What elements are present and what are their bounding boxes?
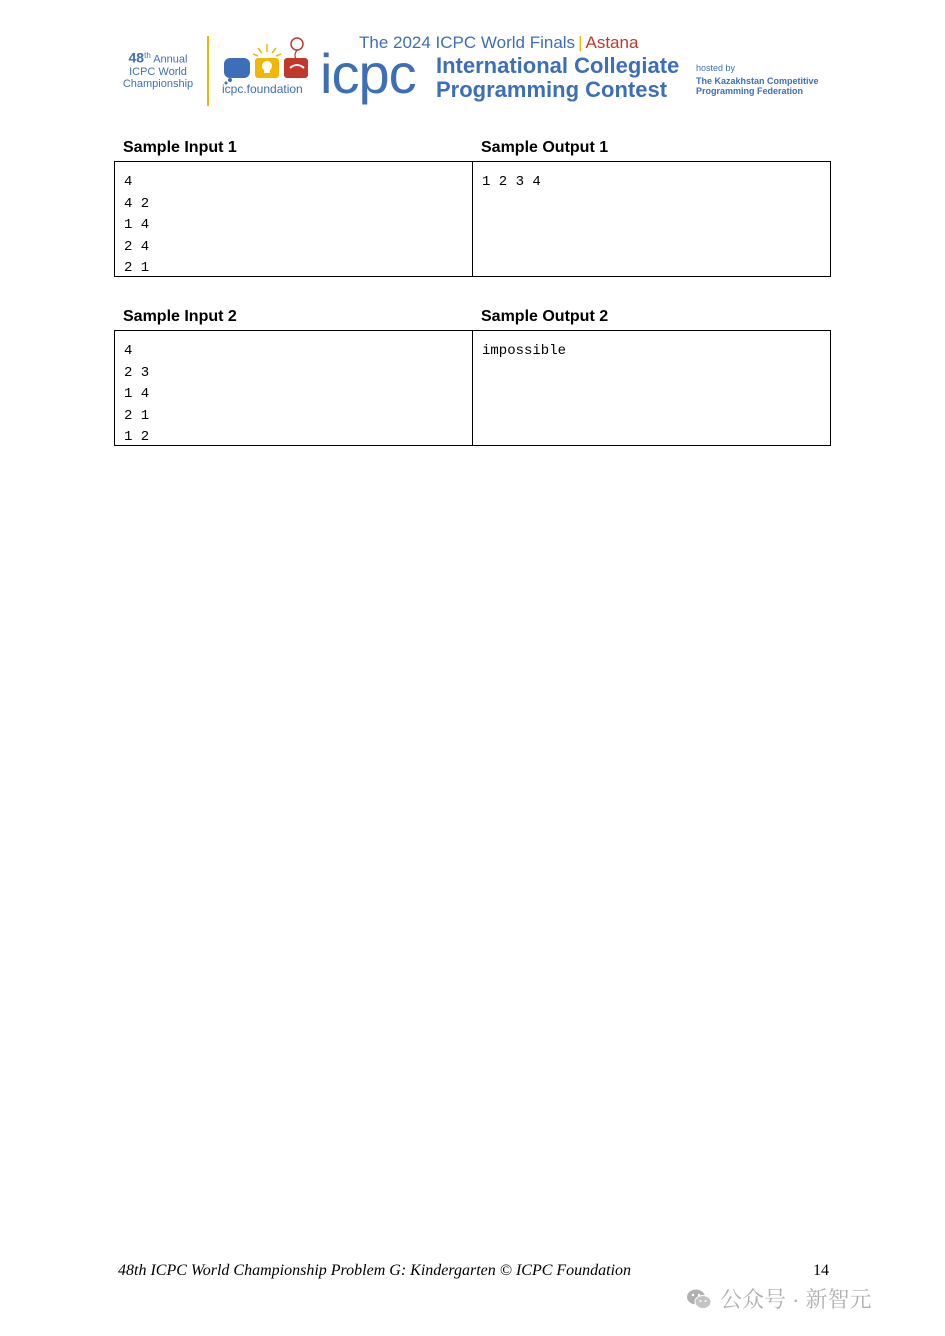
icpc-logo-wordmark: icpc [320,42,416,105]
sample-2-headings [114,308,831,330]
sample-output-box [472,162,829,276]
host-org-line1: The Kazakhstan Competitive [696,76,819,86]
sample-1 [114,139,831,277]
page-number: 14 [813,1262,829,1279]
annual-championship-label [118,50,198,90]
annual-number: 48 [128,49,145,66]
annual-line3: Championship [122,77,194,90]
icpc-full-name [436,54,679,102]
host-info [696,63,819,96]
sample-input-text: 4 4 2 1 4 2 4 2 1 [124,174,150,276]
sample-2-table [114,330,831,446]
world-finals-city: Astana [585,33,639,52]
icpc-full-name-line2: Programming Contest [436,77,668,102]
sample-output-box [472,331,829,445]
sample-1-table [114,161,831,277]
sample-1-headings [114,139,831,161]
page-header [0,0,945,120]
header-divider [207,36,209,106]
annual-suffix: th [144,51,151,60]
sample-input-heading: Sample Input 1 [123,139,237,156]
icpc-foundation-text: icpc.foundation [222,82,303,96]
sample-output-heading: Sample Output 1 [481,139,609,156]
world-finals-name: The 2024 ICPC World Finals [359,33,576,52]
annual-line2: ICPC World [129,65,187,78]
sample-output-text: impossible [482,343,567,359]
watermark-text: 公众号 · 新智元 [720,1287,872,1312]
title-separator: | [578,33,583,52]
annual-word: Annual [153,53,188,66]
icpc-foundation-logo-icon [222,36,314,86]
sample-input-heading: Sample Input 2 [123,308,237,325]
hosted-by-label: hosted by [696,63,736,73]
watermark [686,1283,872,1314]
sample-input-box [115,331,472,445]
icpc-full-name-line1: International Collegiate [436,53,680,78]
footer-text: 48th ICPC World Championship Problem G: Kindergarten © ICPC Foundation [118,1262,632,1279]
world-finals-title [359,33,638,53]
host-org-line2: Programming Federation [696,86,804,96]
sample-output-text: 1 2 3 4 [482,174,541,190]
wechat-icon [686,1287,712,1311]
sample-input-box [115,162,472,276]
sample-input-text: 4 2 3 1 4 2 1 1 2 [124,343,150,445]
sample-output-heading: Sample Output 2 [481,308,609,325]
sample-2 [114,308,831,446]
